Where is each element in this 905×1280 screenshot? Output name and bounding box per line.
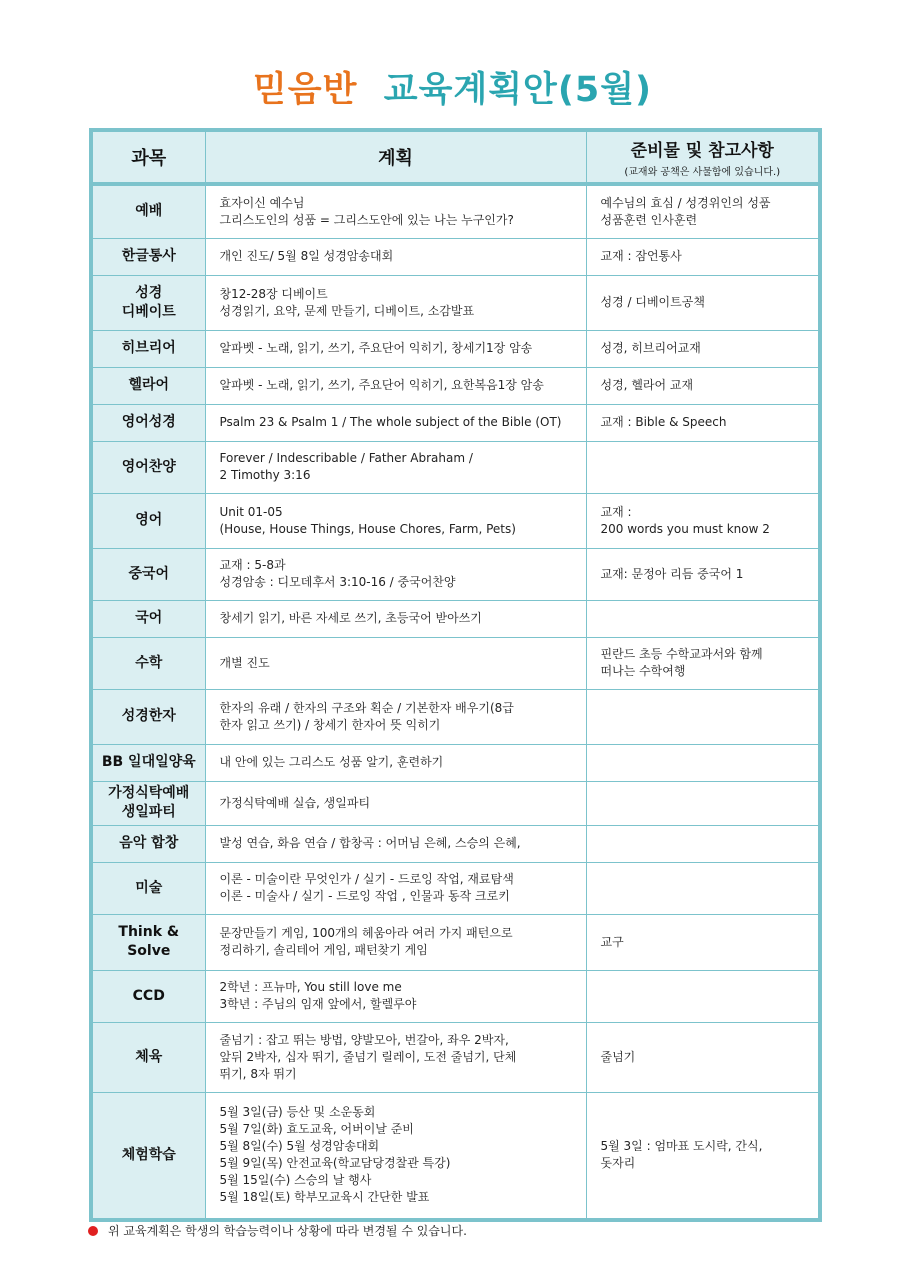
plan-cell-line: 이론 - 미술이란 무엇인가 / 실기 - 드로잉 작업, 재료탐색: [219, 872, 514, 886]
plan-cell-line: Unit 01-05: [219, 504, 283, 519]
plan-cell: [205, 1022, 586, 1092]
subject-cell: [91, 441, 205, 493]
subject-cell: [91, 275, 205, 330]
prep-cell: [586, 548, 820, 600]
prep-cell: [586, 493, 820, 548]
table-row: [91, 275, 820, 330]
title-plan-name: 교육계획안(5월): [383, 70, 653, 110]
header-prep-note: (교재와 공책은 사물함에 있습니다.): [624, 167, 781, 178]
table-row: [91, 600, 820, 637]
plan-cell: [205, 184, 586, 238]
plan-cell: [205, 330, 586, 367]
table-row: [91, 970, 820, 1022]
prep-cell: [586, 914, 820, 970]
subject-cell-line: 체육: [135, 1048, 163, 1065]
subject-cell: [91, 689, 205, 744]
table-row: [91, 744, 820, 781]
subject-cell-line: 헬라어: [128, 377, 170, 393]
page-title: [0, 62, 905, 112]
prep-cell-line: 예수님의 효심 / 성경위인의 성품: [600, 195, 771, 210]
subject-cell-line: 생일파티: [121, 804, 176, 820]
prep-cell-line: 핀란드 초등 수학교과서와 함께: [600, 647, 763, 661]
prep-cell-line: 교재 : 잠언통사: [600, 249, 682, 263]
prep-cell: [586, 1022, 820, 1092]
plan-cell-line: 정리하기, 솔리테어 게임, 패턴찾기 게임: [219, 943, 428, 957]
subject-cell: [91, 493, 205, 548]
plan-cell: [205, 825, 586, 862]
subject-cell-line: 한글통사: [121, 248, 176, 264]
prep-cell-line: 교재 : Bible & Speech: [600, 415, 727, 429]
table-row: [91, 637, 820, 689]
prep-cell-line: 돗자리: [600, 1156, 636, 1171]
bullet-icon: [88, 1226, 98, 1236]
table-header-row: [91, 130, 820, 184]
prep-cell-line: 5월 3일 : 엄마표 도시락, 간식,: [600, 1139, 763, 1154]
subject-cell-line: 영어성경: [121, 414, 176, 430]
plan-cell-line: 앞뒤 2박자, 십자 뛰기, 줄넘기 릴레이, 도전 줄넘기, 단체: [219, 1049, 517, 1064]
prep-cell-line: 떠나는 수학여행: [600, 664, 686, 678]
table-row: [91, 862, 820, 914]
plan-cell-line: 한자 읽고 쓰기) / 창세기 한자어 뜻 익히기: [219, 717, 441, 732]
plan-cell-line: (House, House Things, House Chores, Farm, Pets): [219, 521, 516, 536]
plan-cell-line: 5월 9일(목) 안전교육(학교담당경찰관 특강): [219, 1156, 451, 1171]
subject-cell: [91, 914, 205, 970]
prep-cell-line: 성경, 헬라어 교재: [600, 378, 694, 392]
plan-cell-line: 5월 15일(수) 스승의 날 행사: [219, 1173, 372, 1188]
plan-cell-line: 발성 연습, 화음 연습 / 합창곡 : 어머님 은혜, 스승의 은혜,: [219, 836, 521, 850]
prep-cell: [586, 744, 820, 781]
plan-cell-line: 3학년 : 주님의 임재 앞에서, 할렐루야: [219, 997, 417, 1011]
header-prep: [586, 130, 820, 184]
prep-cell: [586, 970, 820, 1022]
prep-cell: [586, 781, 820, 825]
prep-cell-line: 교재 :: [600, 504, 632, 519]
plan-cell: [205, 275, 586, 330]
plan-cell-line: 창12-28장 디베이트: [219, 286, 328, 301]
prep-cell-line: 성경 / 디베이트공책: [600, 295, 705, 309]
prep-cell-line: 성품훈련 인사훈련: [600, 212, 698, 227]
subject-cell-line: 히브리어: [121, 340, 176, 356]
subject-cell: [91, 862, 205, 914]
prep-cell: [586, 184, 820, 238]
plan-cell: [205, 367, 586, 404]
plan-cell: [205, 404, 586, 441]
table-row: [91, 781, 820, 825]
plan-cell-line: 5월 3일(금) 등산 및 소운동회: [219, 1105, 376, 1120]
prep-cell: [586, 600, 820, 637]
prep-cell: [586, 862, 820, 914]
plan-cell-line: 그리스도인의 성품 = 그리스도안에 있는 나는 누구인가?: [219, 212, 514, 227]
prep-cell: [586, 637, 820, 689]
table-row: [91, 184, 820, 238]
subject-cell-line: 중국어: [128, 565, 170, 582]
subject-cell-line: 가정식탁예배: [108, 785, 190, 801]
table-row: [91, 238, 820, 275]
subject-cell-line: BB 일대일양육: [101, 754, 196, 770]
plan-cell: [205, 441, 586, 493]
subject-cell: [91, 367, 205, 404]
plan-cell-line: 문장만들기 게임, 100개의 헤움아라 여러 가지 패턴으로: [219, 926, 513, 940]
header-prep-label: 준비물 및 참고사항: [630, 141, 774, 161]
subject-cell-line: 디베이트: [121, 303, 176, 320]
plan-cell-line: 가정식탁예배 실습, 생일파티: [219, 795, 371, 810]
plan-table: [89, 128, 822, 1222]
table-row: [91, 825, 820, 862]
plan-cell-line: 이론 - 미술사 / 실기 - 드로잉 작업 , 인물과 동작 크로키: [219, 889, 510, 903]
plan-cell: [205, 862, 586, 914]
prep-cell: [586, 238, 820, 275]
plan-cell-line: 성경암송 : 디모데후서 3:10-16 / 중국어찬양: [219, 575, 456, 589]
plan-cell-line: 교재 : 5-8과: [219, 558, 286, 572]
subject-cell: [91, 781, 205, 825]
subject-cell-line: 음악 합창: [119, 835, 179, 851]
subject-cell-line: 체험학습: [121, 1146, 176, 1163]
plan-cell: [205, 548, 586, 600]
subject-cell: [91, 825, 205, 862]
table-row: [91, 1092, 820, 1220]
plan-cell: [205, 781, 586, 825]
plan-cell-line: Psalm 23 & Psalm 1 / The whole subject of the Bible (OT): [219, 415, 562, 429]
plan-cell-line: 효자이신 예수님: [219, 195, 305, 210]
plan-cell-line: 알파벳 - 노래, 읽기, 쓰기, 주요단어 익히기, 요한복음1장 암송: [219, 378, 544, 392]
subject-cell-line: Solve: [127, 943, 171, 959]
prep-cell: [586, 275, 820, 330]
prep-cell: [586, 404, 820, 441]
subject-cell-line: 영어찬양: [121, 458, 176, 475]
subject-cell-line: 성경한자: [121, 708, 176, 724]
header-subject: 과목: [91, 130, 205, 184]
plan-cell-line: 성경읽기, 요약, 문제 만들기, 디베이트, 소감발표: [219, 303, 475, 318]
table-row: [91, 689, 820, 744]
table-row: [91, 367, 820, 404]
prep-cell-line: 줄넘기: [600, 1049, 636, 1064]
plan-cell-line: 5월 18일(토) 학부모교육시 간단한 발표: [219, 1190, 430, 1205]
subject-cell: [91, 744, 205, 781]
prep-cell-line: 교재: 문정아 리듬 중국어 1: [600, 566, 744, 581]
plan-cell-line: 창세기 읽기, 바른 자세로 쓰기, 초등국어 받아쓰기: [219, 611, 482, 625]
table-row: [91, 441, 820, 493]
prep-cell: [586, 689, 820, 744]
subject-cell: [91, 970, 205, 1022]
prep-cell-line: 교구: [600, 934, 624, 949]
prep-cell: [586, 1092, 820, 1220]
footer-note: [88, 1222, 467, 1239]
subject-cell: [91, 404, 205, 441]
prep-cell: [586, 367, 820, 404]
plan-cell-line: 5월 8일(수) 5월 성경암송대회: [219, 1139, 380, 1154]
plan-cell-line: 줄넘기 : 잡고 뛰는 방법, 양발모아, 번갈아, 좌우 2박자,: [219, 1032, 509, 1047]
subject-cell-line: 미술: [135, 879, 163, 896]
subject-cell-line: 국어: [135, 610, 163, 626]
subject-cell: [91, 600, 205, 637]
table-row: [91, 914, 820, 970]
table-row: [91, 548, 820, 600]
subject-cell: [91, 1092, 205, 1220]
plan-cell-line: 2 Timothy 3:16: [219, 468, 311, 482]
subject-cell: [91, 548, 205, 600]
prep-cell: [586, 825, 820, 862]
plan-cell: [205, 744, 586, 781]
table-row: [91, 404, 820, 441]
plan-cell: [205, 914, 586, 970]
prep-cell-line: 200 words you must know 2: [600, 521, 770, 536]
subject-cell-line: 영어: [135, 512, 163, 528]
plan-cell-line: 개인 진도/ 5월 8일 성경암송대회: [219, 249, 394, 263]
plan-cell: [205, 493, 586, 548]
subject-cell: [91, 330, 205, 367]
plan-cell-line: 뛰기, 8자 뛰기: [219, 1066, 297, 1081]
prep-cell-line: 성경, 히브리어교재: [600, 341, 701, 355]
plan-cell-line: Forever / Indescribable / Father Abraham /: [219, 451, 473, 465]
plan-cell-line: 내 안에 있는 그리스도 성품 알기, 훈련하기: [219, 755, 444, 769]
subject-cell: [91, 184, 205, 238]
table-row: [91, 1022, 820, 1092]
plan-cell: [205, 637, 586, 689]
plan-cell: [205, 689, 586, 744]
prep-cell: [586, 441, 820, 493]
plan-cell-line: 한자의 유래 / 한자의 구조와 획순 / 기본한자 배우기(8급: [219, 700, 514, 715]
plan-cell-line: 개별 진도: [219, 655, 270, 670]
subject-cell: [91, 238, 205, 275]
prep-cell: [586, 330, 820, 367]
subject-cell-line: 성경: [135, 284, 163, 301]
subject-cell-line: 수학: [135, 654, 163, 671]
plan-cell: [205, 238, 586, 275]
plan-cell-line: 알파벳 - 노래, 읽기, 쓰기, 주요단어 익히기, 창세기1장 암송: [219, 341, 533, 355]
subject-cell-line: 예배: [135, 203, 163, 220]
subject-cell-line: Think &: [118, 924, 180, 940]
header-plan: 계획: [205, 130, 586, 184]
plan-cell-line: 5월 7일(화) 효도교육, 어버이날 준비: [219, 1122, 414, 1137]
plan-cell: [205, 1092, 586, 1220]
table-row: [91, 330, 820, 367]
plan-cell: [205, 600, 586, 637]
subject-cell-line: CCD: [132, 987, 165, 1004]
subject-cell: [91, 1022, 205, 1092]
footer-note-text: 위 교육계획은 학생의 학습능력이나 상황에 따라 변경될 수 있습니다.: [108, 1224, 467, 1238]
subject-cell: [91, 637, 205, 689]
plan-cell: [205, 970, 586, 1022]
title-class-name: 믿음반: [252, 70, 358, 110]
table-row: [91, 493, 820, 548]
plan-cell-line: 2학년 : 프뉴마, You still love me: [219, 980, 402, 994]
